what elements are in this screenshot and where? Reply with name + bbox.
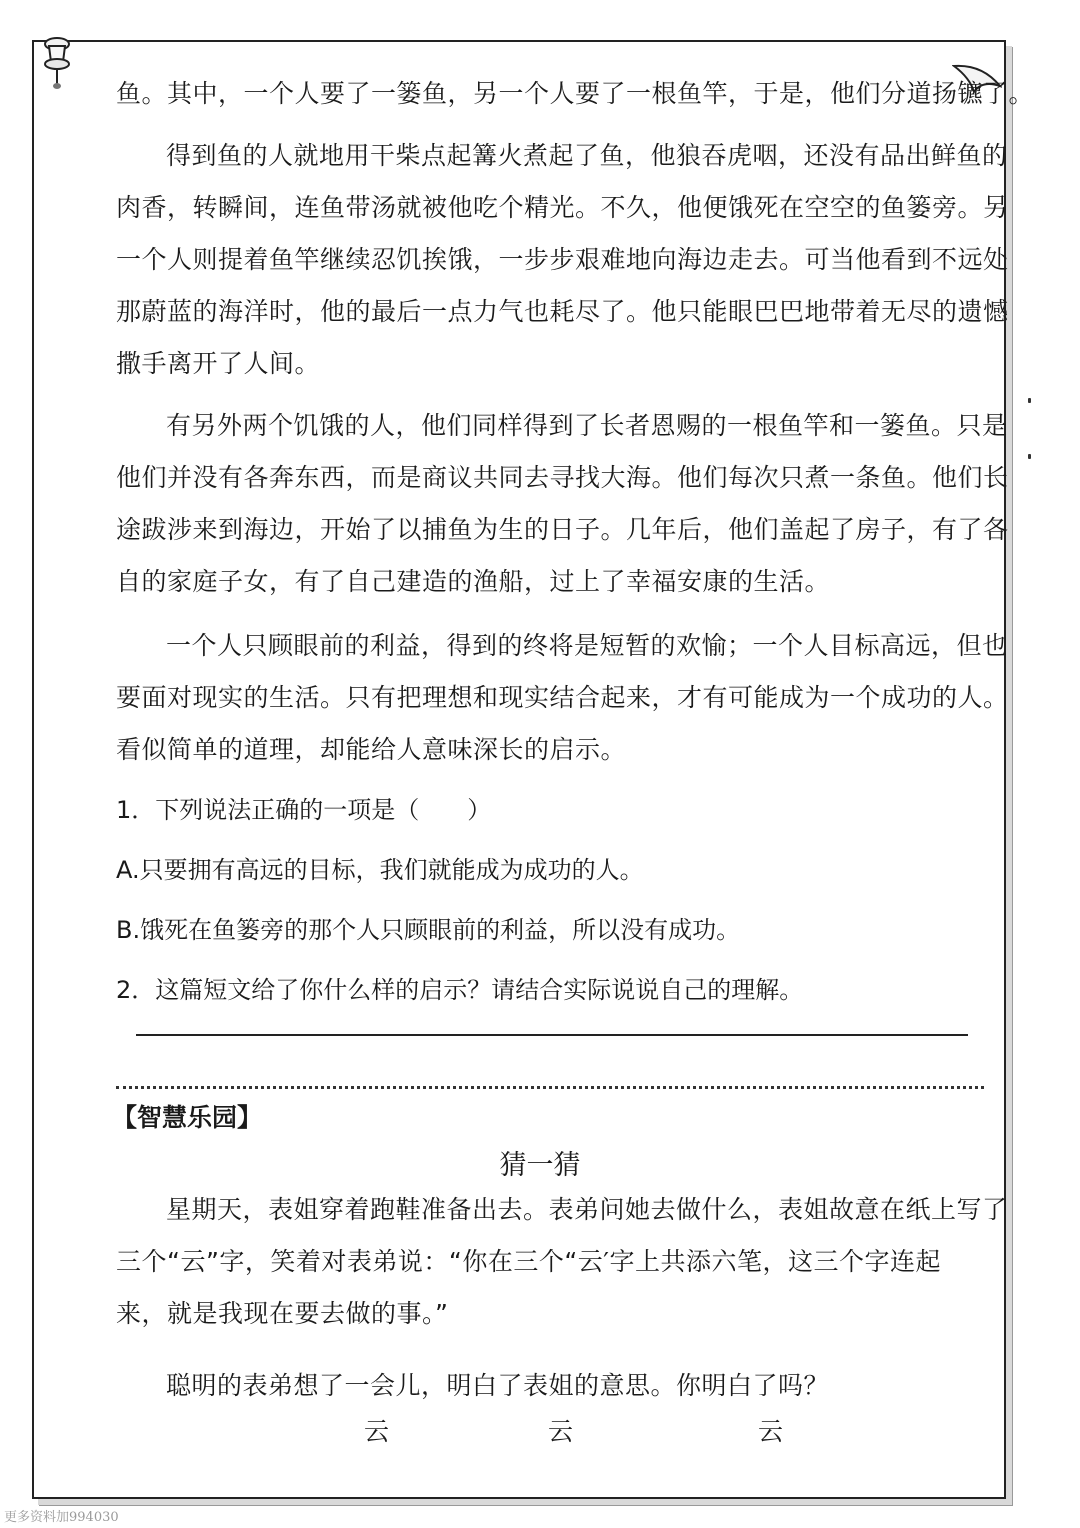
passage-line: 途跋涉来到海边，开始了以捕鱼为生的日子。几年后，他们盖起了房子，有了各 xyxy=(116,515,1009,544)
question-1: 1．下列说法正确的一项是（ ） xyxy=(116,796,492,824)
section-title: 【智慧乐园】 xyxy=(112,1103,263,1132)
passage-line: 一个人只顾眼前的利益，得到的终将是短暂的欢愉；一个人目标高远，但也 xyxy=(166,631,1008,660)
story-line: 来，就是我现在要去做的事。” xyxy=(116,1299,449,1328)
question-1-option-a: A.只要拥有高远的目标，我们就能成为成功的人。 xyxy=(116,856,644,884)
passage-line: 鱼。其中，一个人要了一篓鱼，另一个人要了一根鱼竿，于是，他们分道扬镳了。 xyxy=(116,79,1035,108)
riddle-story xyxy=(116,1184,1008,1412)
passage-line: 他们并没有各奔东西，而是商议共同去寻找大海。他们每次只煮一条鱼。他们长 xyxy=(116,463,1009,492)
answer-line xyxy=(136,1034,968,1036)
story-line: 星期天，表姐穿着跑鞋准备出去。表弟问她去做什么，表姐故意在纸上写了 xyxy=(166,1195,1008,1224)
passage-line: 得到鱼的人就地用干柴点起篝火煮起了鱼，他狼吞虎咽，还没有品出鲜鱼的 xyxy=(166,141,1008,170)
riddle-character: 云 xyxy=(758,1417,784,1446)
passage-line: 看似简单的道理，却能给人意味深长的启示。 xyxy=(116,735,627,764)
riddle-character: 云 xyxy=(364,1417,390,1446)
footer-watermark: 更多资料加994030 xyxy=(4,1510,119,1525)
pushpin-icon xyxy=(40,36,74,96)
question-1-option-b: B.饿死在鱼篓旁的那个人只顾眼前的利益，所以没有成功。 xyxy=(116,916,741,944)
passage-line: 要面对现实的生活。只有把理想和现实结合起来，才有可能成为一个成功的人。 xyxy=(116,683,1009,712)
story-line: 三个“云”字，笑着对表弟说：“你在三个“云′字上共添六笔，这三个字连起 xyxy=(116,1247,941,1276)
passage-line: 自的家庭子女，有了自己建造的渔船，过上了幸福安康的生活。 xyxy=(116,567,831,596)
passage-line: 肉香，转瞬间，连鱼带汤就被他吃个精光。不久，他便饿死在空空的鱼篓旁。另 xyxy=(116,193,1009,222)
passage-line: 撒手离开了人间。 xyxy=(116,349,321,378)
story-line: 聪明的表弟想了一会儿，明白了表姐的意思。你明白了吗？ xyxy=(166,1371,830,1400)
story-title: 猜一猜 xyxy=(499,1150,581,1181)
scan-speck xyxy=(1028,398,1031,403)
reading-passage xyxy=(116,68,1035,1020)
scan-speck xyxy=(1028,454,1031,459)
section-divider xyxy=(116,1086,984,1089)
riddle-character: 云 xyxy=(548,1417,574,1446)
passage-line: 一个人则提着鱼竿继续忍饥挨饿，一步步艰难地向海边走去。可当他看到不远处 xyxy=(116,245,1009,274)
passage-line: 有另外两个饥饿的人，他们同样得到了长者恩赐的一根鱼竿和一篓鱼。只是 xyxy=(166,411,1008,440)
question-2: 2．这篇短文给了你什么样的启示？请结合实际说说自己的理解。 xyxy=(116,976,804,1004)
passage-line: 那蔚蓝的海洋时，他的最后一点力气也耗尽了。他只能眼巴巴地带着无尽的遗憾 xyxy=(116,297,1009,326)
